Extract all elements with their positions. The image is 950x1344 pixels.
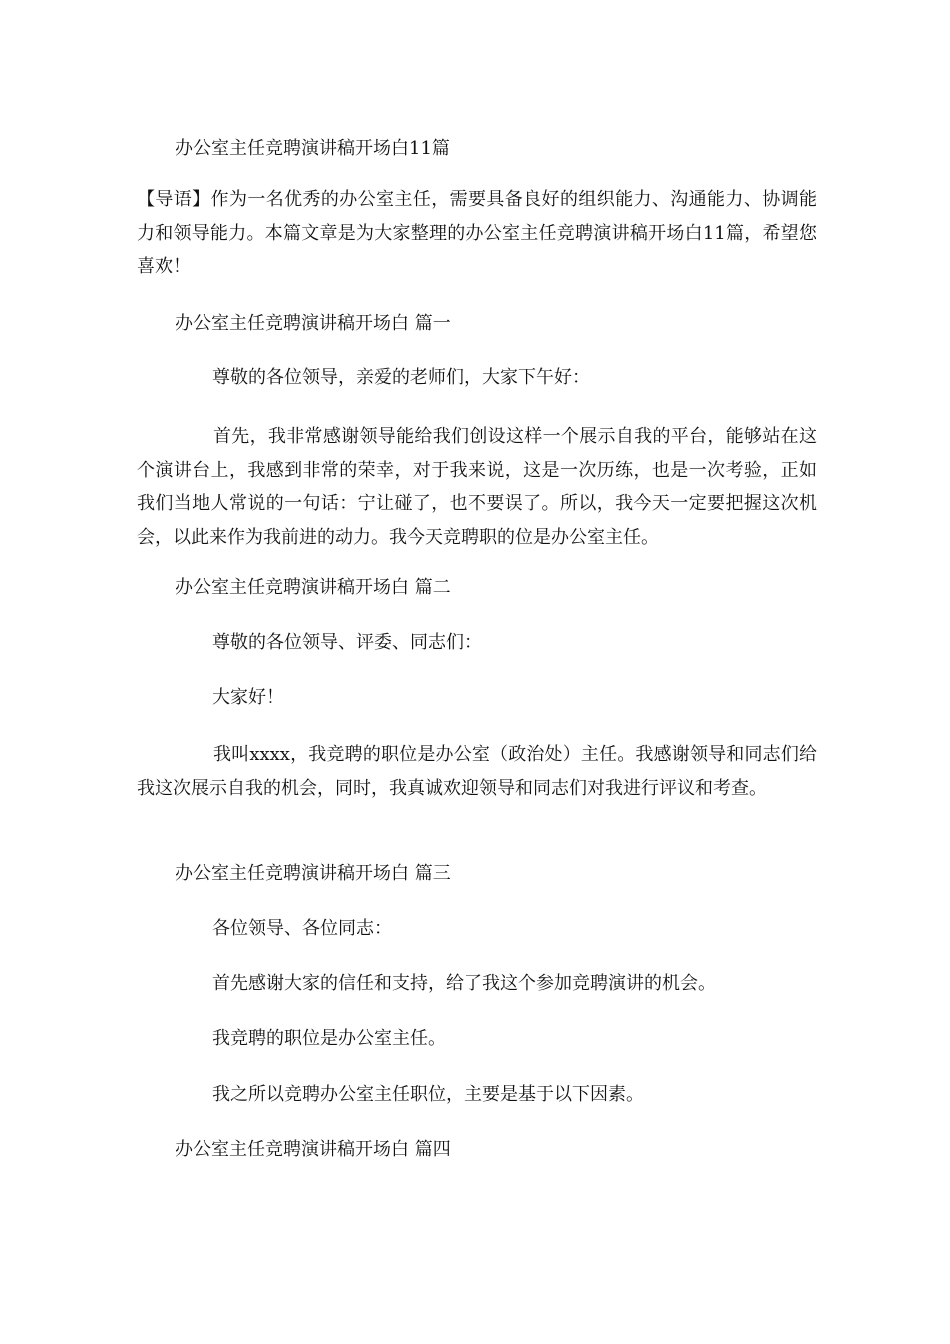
section-1-greeting: 尊敬的各位领导，亲爱的老师们，大家下午好： — [212, 367, 590, 388]
section-heading-3: 办公室主任竞聘演讲稿开场白 篇三 — [175, 863, 451, 884]
document-title: 办公室主任竞聘演讲稿开场白11篇 — [175, 138, 450, 159]
section-3-paragraph-3: 我之所以竞聘办公室主任职位，主要是基于以下因素。 — [212, 1084, 644, 1105]
section-2-greeting: 尊敬的各位领导、评委、同志们： — [212, 632, 482, 653]
section-2-hello: 大家好！ — [212, 687, 284, 708]
section-2-body: 我叫xxxx，我竞聘的职位是办公室（政治处）主任。我感谢领导和同志们给我这次展示自我的机会，同时，我真诚欢迎领导和同志们对我进行评议和考查。 — [137, 744, 817, 799]
section-1-body: 首先，我非常感谢领导能给我们创设这样一个展示自我的平台，能够站在这个演讲台上，我感到非常的荣幸，对于我来说，这是一次历练，也是一次考验，正如我们当地人常说的一句话：宁让碰了，也不要误了。所以，我今天一定要把握这次机会，以此来作为我前进的动力。我今天竞聘职的位是办公室主任。 — [137, 426, 817, 548]
section-heading-2: 办公室主任竞聘演讲稿开场白 篇二 — [175, 577, 451, 598]
intro-paragraph: 【导语】作为一名优秀的办公室主任，需要具备良好的组织能力、沟通能力、协调能力和领导能力。本篇文章是为大家整理的办公室主任竞聘演讲稿开场白11篇，希望您喜欢！ — [137, 189, 817, 277]
section-3-paragraph-2: 我竞聘的职位是办公室主任。 — [212, 1028, 446, 1049]
section-3-paragraph-1: 首先感谢大家的信任和支持，给了我这个参加竞聘演讲的机会。 — [212, 973, 716, 994]
section-3-greeting: 各位领导、各位同志： — [212, 918, 392, 939]
section-heading-1: 办公室主任竞聘演讲稿开场白 篇一 — [175, 313, 451, 334]
section-heading-4: 办公室主任竞聘演讲稿开场白 篇四 — [175, 1139, 451, 1160]
